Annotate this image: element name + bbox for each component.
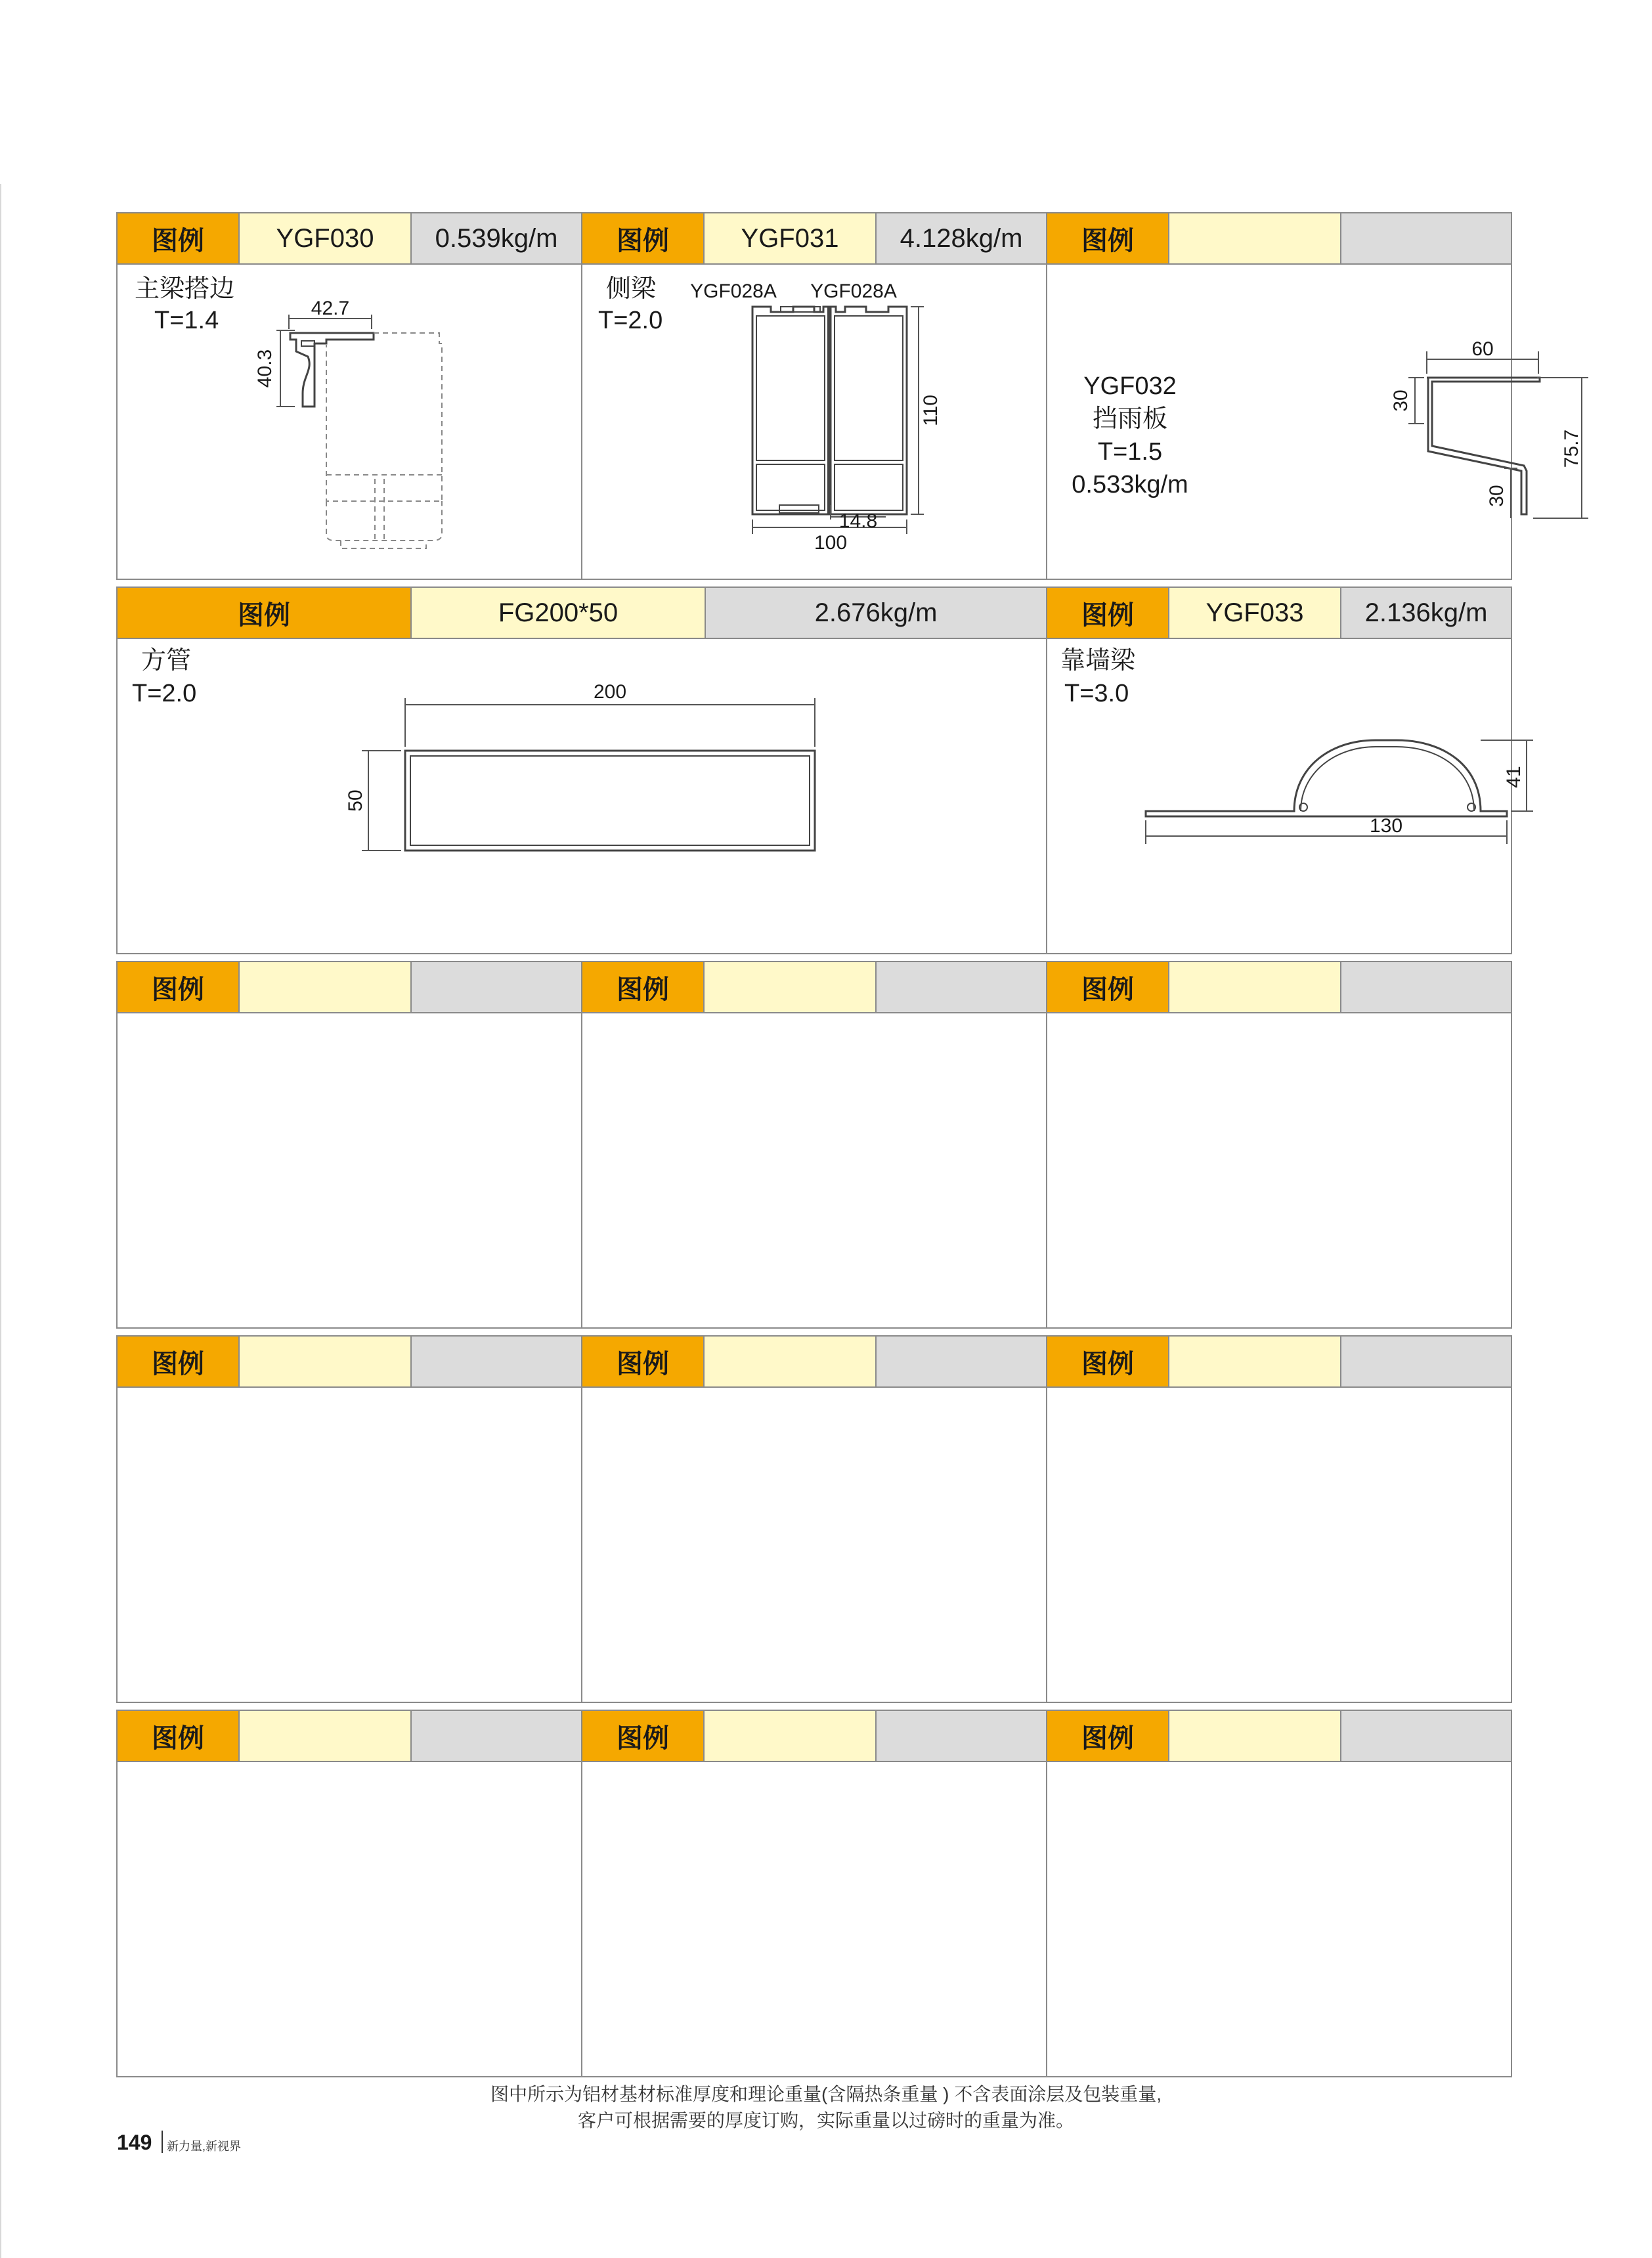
dim-width: 200 — [593, 681, 627, 703]
part-left-label: YGF028A — [690, 280, 777, 302]
cell-empty — [581, 1013, 1047, 1329]
dim-height: 50 — [345, 789, 366, 812]
footer-note-line-2: 客户可根据需要的厚度订购，实际重量以过磅时的重量为准。 — [577, 2110, 1074, 2131]
cell-empty — [581, 1388, 1047, 1703]
drawing-ygf032 — [1047, 265, 1582, 580]
profile-code — [1169, 962, 1341, 1012]
header-empty — [1046, 1710, 1512, 1762]
dim-height: 40.3 — [254, 349, 276, 388]
header-empty — [581, 1710, 1047, 1762]
profile-code — [1169, 1337, 1341, 1386]
legend-cell: 图例 — [582, 213, 705, 263]
legend-cell: 图例 — [118, 588, 412, 638]
cell-empty — [116, 1388, 582, 1703]
profile-weight — [1341, 213, 1511, 263]
header-ygf031 — [581, 212, 1047, 265]
profile-weight — [877, 1337, 1046, 1386]
legend-cell: 图例 — [1047, 962, 1169, 1012]
profile-weight — [412, 962, 581, 1012]
part-right-label: YGF028A — [810, 280, 897, 302]
row-2 — [116, 587, 1525, 954]
profile-code — [705, 1711, 877, 1761]
dim-height: 41 — [1503, 766, 1525, 788]
dim-width: 100 — [814, 532, 848, 554]
legend-cell: 图例 — [118, 962, 240, 1012]
legend-cell: 图例 — [1047, 1337, 1169, 1386]
profile-code: YGF030 — [240, 213, 412, 263]
profile-code — [240, 1711, 412, 1761]
header-empty — [116, 961, 582, 1013]
profile-weight — [877, 962, 1046, 1012]
profile-code: YGF031 — [705, 213, 877, 263]
profile-code — [705, 962, 877, 1012]
profile-weight: 0.539kg/m — [412, 213, 581, 263]
cell-empty — [116, 1013, 582, 1329]
row-5 — [116, 1710, 1512, 2077]
drawing-fg200x50 — [118, 639, 1049, 954]
dim-left: 30 — [1390, 389, 1412, 412]
profile-weight: 4.128kg/m — [877, 213, 1046, 263]
drawing-ygf030 — [118, 265, 584, 580]
profile-weight — [412, 1711, 581, 1761]
profile-weight — [412, 1337, 581, 1386]
drawing-ygf031 — [582, 265, 1049, 580]
row-3 — [116, 961, 1512, 1329]
header-empty — [1046, 1335, 1512, 1388]
profile-code — [1169, 213, 1341, 263]
dim-top: 60 — [1471, 338, 1494, 360]
profile-weight — [1341, 1711, 1511, 1761]
cell-ygf031 — [581, 265, 1047, 580]
legend-cell: 图例 — [118, 1337, 240, 1386]
profile-name: 侧梁 — [606, 275, 657, 303]
profile-weight — [1341, 962, 1511, 1012]
cell-ygf032 — [1046, 265, 1582, 580]
row-1 — [116, 212, 1582, 580]
profile-name: 方管 — [141, 647, 192, 675]
cell-empty — [581, 1762, 1047, 2077]
profile-weight: 0.533kg/m — [1072, 471, 1188, 498]
slogan: 新力量,新视界 — [167, 2140, 242, 2153]
profile-code: FG200*50 — [412, 588, 706, 638]
legend-cell: 图例 — [582, 1711, 705, 1761]
cell-empty — [1046, 1762, 1512, 2077]
profile-code: YGF033 — [1169, 588, 1341, 638]
thickness: T=1.5 — [1097, 438, 1163, 466]
dim-width: 130 — [1369, 815, 1403, 837]
dim-right: 75.7 — [1561, 429, 1582, 468]
dim-gap: 14.8 — [838, 510, 878, 532]
row-4 — [116, 1335, 1512, 1703]
header-ygf030 — [116, 212, 582, 265]
cell-ygf030 — [116, 265, 582, 580]
legend-cell: 图例 — [582, 1337, 705, 1386]
cell-ygf033 — [1046, 639, 1525, 954]
footer-note-line-1: 图中所示为铝材基材标准厚度和理论重量(含隔热条重量 ) 不含表面涂层及包装重量, — [490, 2084, 1162, 2104]
legend-cell: 图例 — [118, 1711, 240, 1761]
cell-empty — [1046, 1388, 1512, 1703]
profile-weight: 2.676kg/m — [706, 588, 1046, 638]
profile-weight — [1341, 1337, 1511, 1386]
cell-empty — [1046, 1013, 1512, 1329]
profile-code — [240, 1337, 412, 1386]
thickness: T=2.0 — [132, 680, 197, 707]
legend-cell: 图例 — [118, 213, 240, 263]
profile-name: 挡雨板 — [1092, 405, 1167, 433]
profile-code — [1169, 1711, 1341, 1761]
dim-bottom: 30 — [1486, 485, 1508, 507]
header-empty — [116, 1710, 582, 1762]
page-number-divider — [162, 2131, 163, 2153]
header-ygf033 — [1046, 587, 1512, 639]
header-fg200x50 — [116, 587, 1047, 639]
legend-cell: 图例 — [582, 962, 705, 1012]
dim-width: 42.7 — [311, 298, 350, 319]
header-empty-3 — [1046, 212, 1512, 265]
profile-code — [240, 962, 412, 1012]
cell-fg200x50 — [116, 639, 1047, 954]
profile-code — [705, 1337, 877, 1386]
profile-name: 靠墙梁 — [1060, 647, 1136, 675]
thickness: T=1.4 — [154, 307, 219, 334]
thickness: T=2.0 — [598, 307, 663, 334]
drawing-ygf033 — [1047, 639, 1525, 954]
legend-cell: 图例 — [1047, 588, 1169, 638]
dim-height: 110 — [920, 395, 942, 426]
legend-cell: 图例 — [1047, 1711, 1169, 1761]
header-empty — [116, 1335, 582, 1388]
legend-cell: 图例 — [1047, 213, 1169, 263]
profile-weight — [877, 1711, 1046, 1761]
page-number: 149 — [117, 2131, 152, 2154]
profile-name: 主梁搭边 — [135, 275, 235, 303]
cell-empty — [116, 1762, 582, 2077]
header-empty — [581, 961, 1047, 1013]
profile-weight: 2.136kg/m — [1341, 588, 1511, 638]
profile-code: YGF032 — [1083, 372, 1177, 400]
thickness: T=3.0 — [1064, 680, 1129, 707]
header-empty — [1046, 961, 1512, 1013]
header-empty — [581, 1335, 1047, 1388]
